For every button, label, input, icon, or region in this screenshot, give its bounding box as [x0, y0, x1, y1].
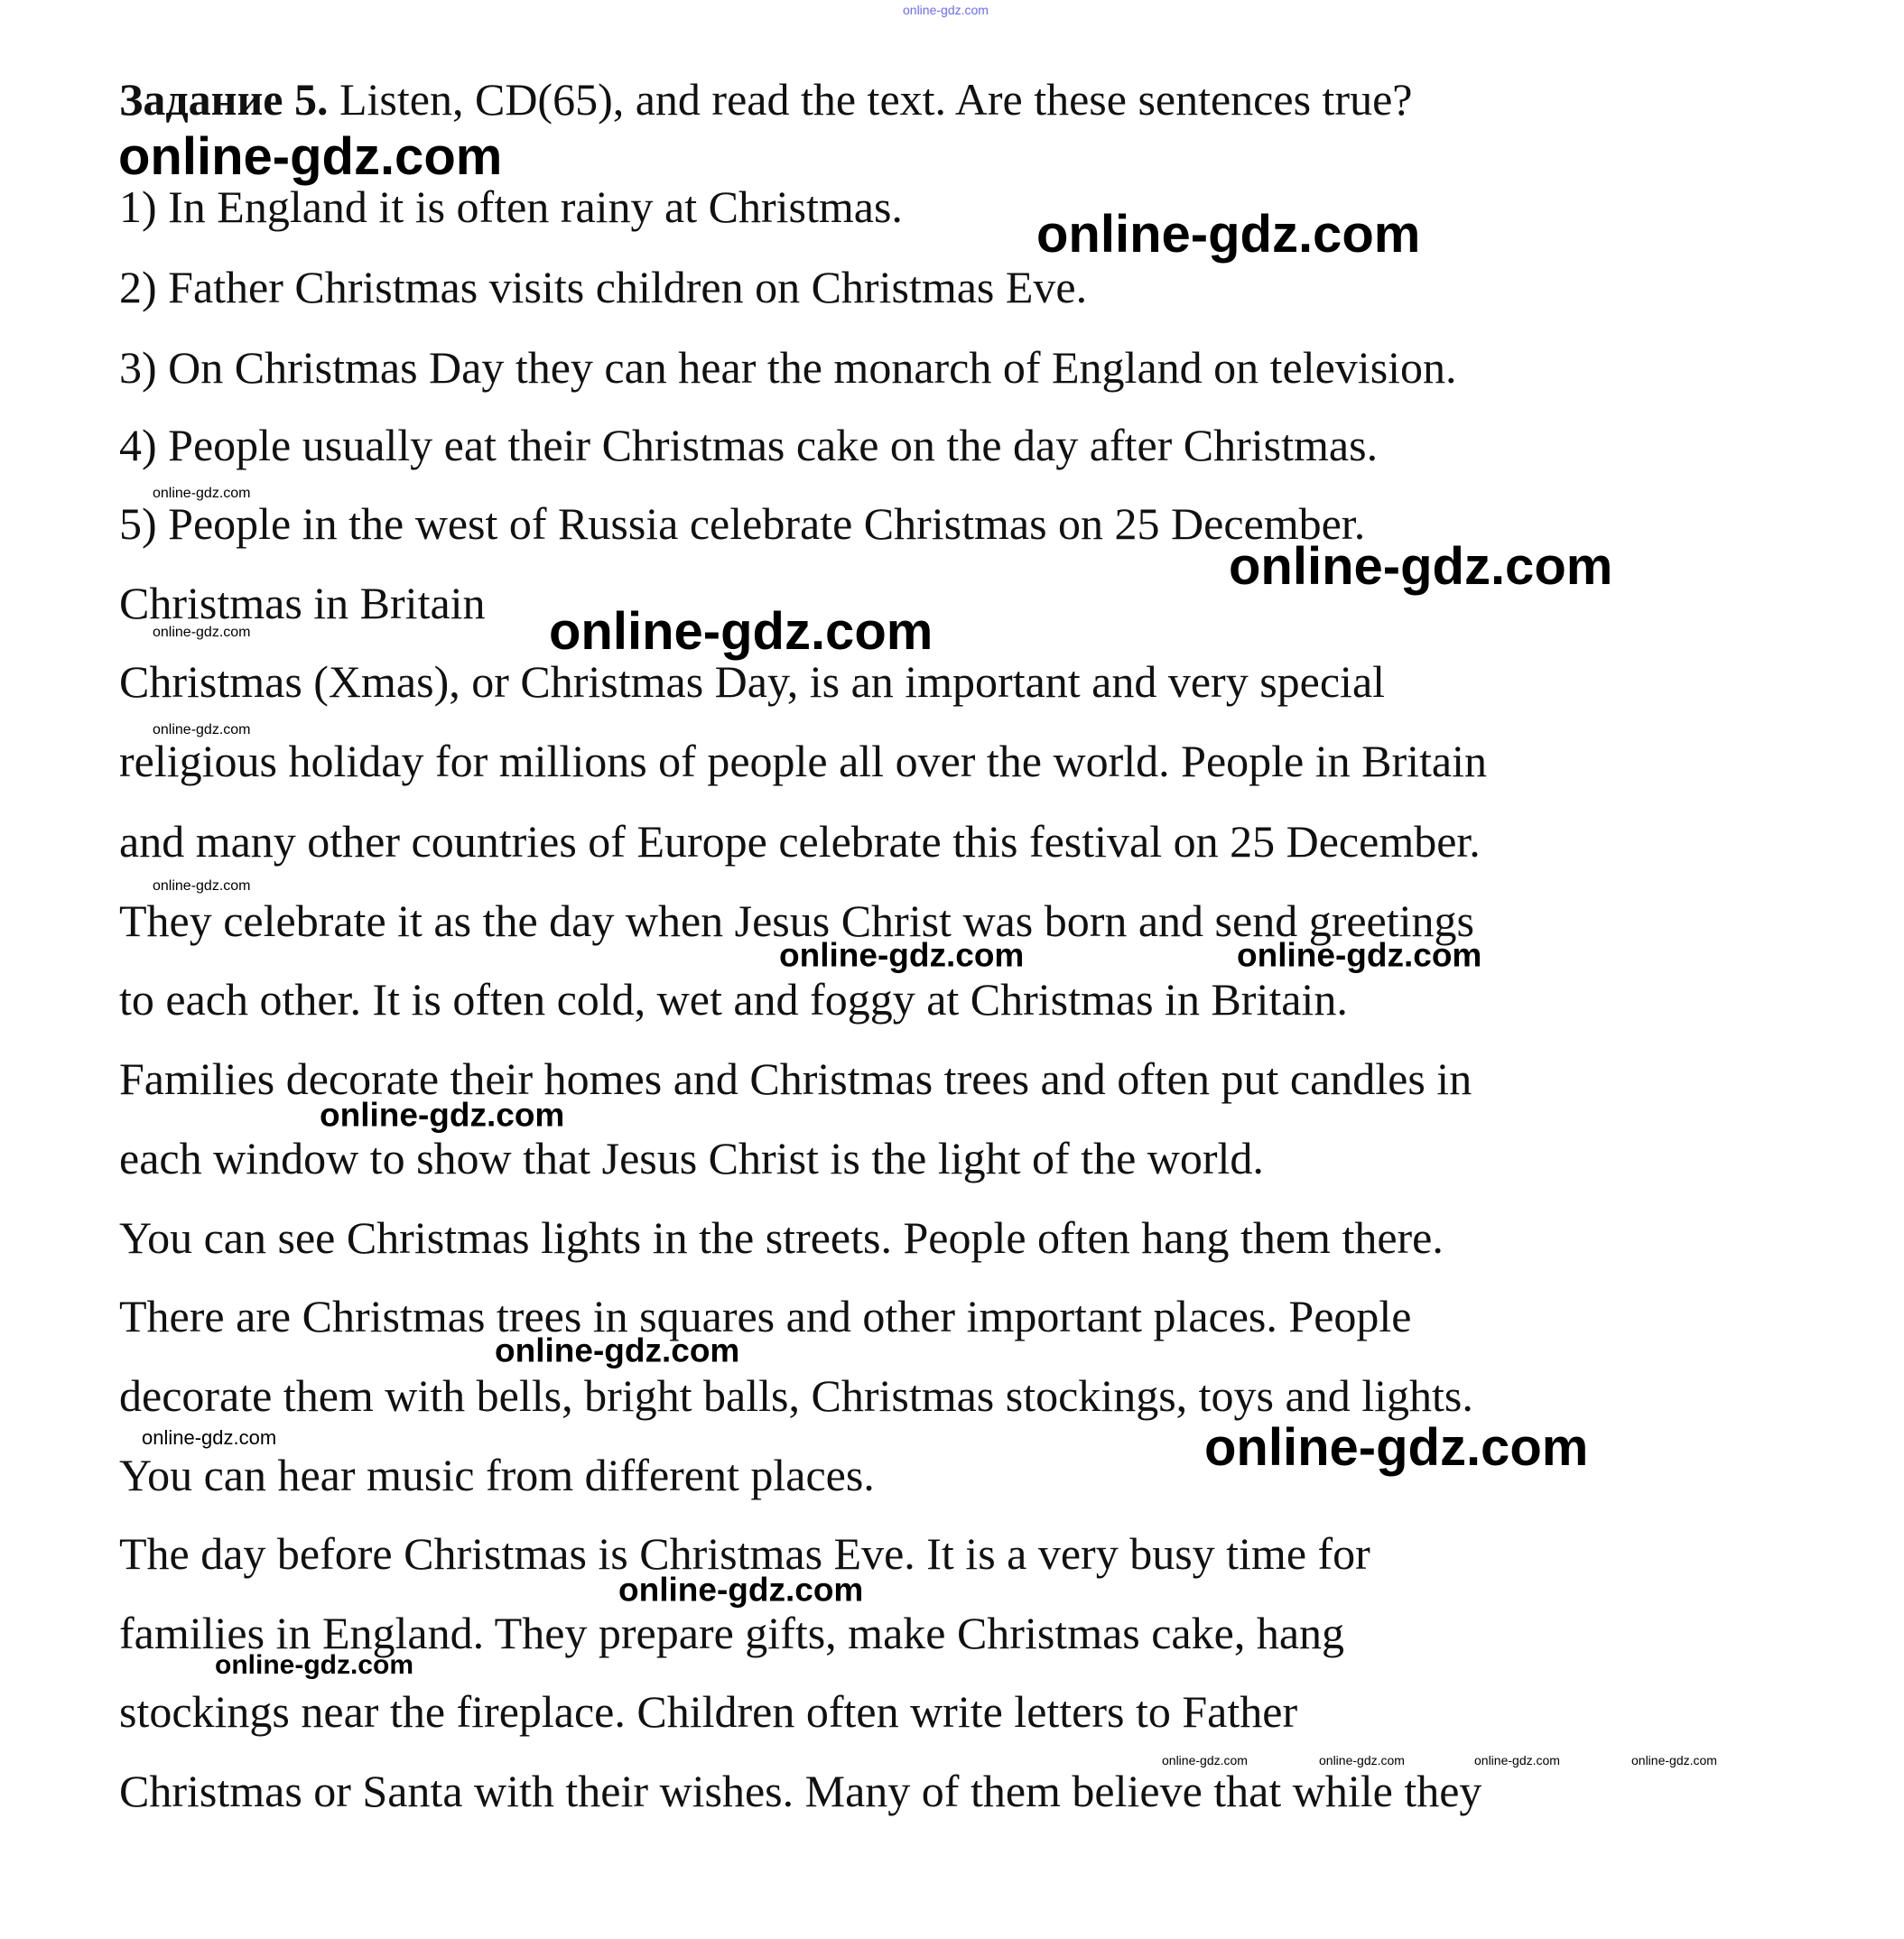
- question-1: 1) In England it is often rainy at Christmas.: [119, 181, 903, 232]
- watermark: online-gdz.com: [1631, 1753, 1717, 1767]
- watermark: online-gdz.com: [618, 1571, 864, 1609]
- watermark: online-gdz.com: [779, 936, 1025, 974]
- watermark: online-gdz.com: [1036, 205, 1421, 264]
- question-2: 2) Father Christmas visits children on Christmas Eve.: [119, 262, 1088, 312]
- body-line: You can see Christmas lights in the streets. People often hang them there.: [119, 1212, 1444, 1263]
- body-line: stockings near the fireplace. Children often write letters to Father: [119, 1686, 1298, 1737]
- question-5: 5) People in the west of Russia celebrate Christmas on 25 December.: [119, 498, 1366, 549]
- watermark: online-gdz.com: [153, 878, 251, 894]
- watermark: online-gdz.com: [903, 3, 989, 17]
- body-line: families in England. They prepare gifts, make Christmas cake, hang: [119, 1608, 1345, 1658]
- body-line: religious holiday for millions of people all over the world. People in Britain: [119, 736, 1487, 786]
- body-line: You can hear music from different places.: [119, 1450, 875, 1500]
- watermark: online-gdz.com: [153, 625, 251, 640]
- body-line: each window to show that Jesus Christ is the light of the world.: [119, 1133, 1264, 1183]
- task-number: Задание 5.: [119, 74, 329, 125]
- watermark: online-gdz.com: [1474, 1753, 1560, 1767]
- body-line: to each other. It is often cold, wet and foggy at Christmas in Britain.: [119, 974, 1348, 1025]
- task-heading: [119, 72, 1412, 126]
- body-line: decorate them with bells, bright balls, Christmas stockings, toys and lights.: [119, 1370, 1473, 1421]
- watermark: online-gdz.com: [142, 1426, 277, 1449]
- watermark: online-gdz.com: [118, 127, 503, 186]
- watermark: online-gdz.com: [153, 722, 251, 738]
- body-line: Christmas or Santa with their wishes. Many of them believe that while they: [119, 1766, 1482, 1816]
- body-line: The day before Christmas is Christmas Eve. It is a very busy time for: [119, 1528, 1370, 1579]
- body-line: They celebrate it as the day when Jesus Christ was born and send greetings: [119, 895, 1474, 946]
- text-title: Christmas in Britain: [119, 578, 486, 628]
- watermark: online-gdz.com: [153, 486, 251, 501]
- watermark: online-gdz.com: [1237, 936, 1482, 974]
- body-line: Christmas (Xmas), or Christmas Day, is an important and very special: [119, 656, 1386, 707]
- body-line: There are Christmas trees in squares and other important places. People: [119, 1291, 1412, 1341]
- watermark: online-gdz.com: [1162, 1753, 1248, 1767]
- question-3: 3) On Christmas Day they can hear the monarch of England on television.: [119, 342, 1457, 393]
- watermark: online-gdz.com: [215, 1650, 413, 1680]
- task-instruction: Listen, CD(65), and read the text. Are these sentences true?: [328, 74, 1413, 125]
- watermark: online-gdz.com: [1319, 1753, 1405, 1767]
- body-line: and many other countries of Europe celebrate this festival on 25 December.: [119, 816, 1481, 867]
- question-4: 4) People usually eat their Christmas cake on the day after Christmas.: [119, 420, 1379, 470]
- watermark: online-gdz.com: [549, 602, 933, 661]
- watermark: online-gdz.com: [1229, 537, 1613, 596]
- watermark: online-gdz.com: [495, 1331, 740, 1369]
- body-line: Families decorate their homes and Christmas trees and often put candles in: [119, 1053, 1472, 1104]
- watermark: online-gdz.com: [1204, 1418, 1589, 1477]
- watermark: online-gdz.com: [320, 1096, 565, 1134]
